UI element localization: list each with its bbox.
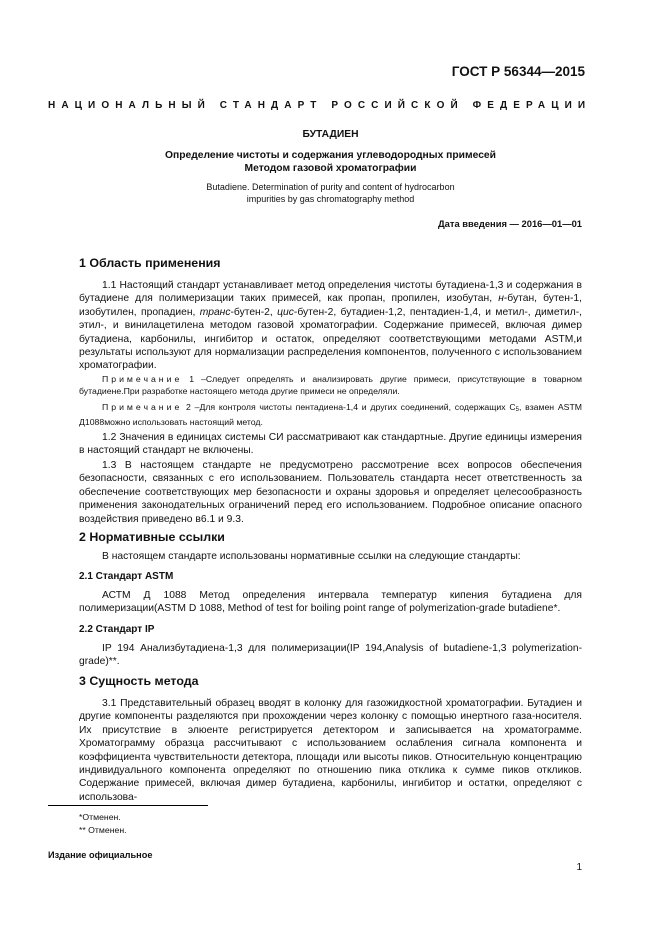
subsection-2-1-heading: 2.1 Стандарт ASTM [79, 571, 174, 582]
footnote-1: *Отменен. [79, 812, 121, 822]
national-standard-banner: НАЦИОНАЛЬНЫЙ СТАНДАРТ РОССИЙСКОЙ ФЕДЕРАЦИИ [48, 100, 592, 111]
note-label: Примечание [102, 374, 183, 384]
subsection-2-1-text: АСТМ Д 1088 Метод определения интервала температур кипения бутадиена для полимеризации(ASTM D 1088, Method of test for boiling point range of polymerization-grade butadiene*. [79, 590, 582, 615]
note-1: Примечание 1 –Следует определять и анализировать другие примеси, присутствующие в товарном бутадиене.При разработке настоящего метода другие примеси не определяли. [79, 374, 582, 396]
section-2-intro: В настоящем стандарте использованы нормативные ссылки на следующие стандарты: [102, 551, 521, 562]
official-edition-label: Издание официальное [48, 850, 153, 860]
footnote-2: ** Отменен. [79, 825, 127, 835]
section-1-paragraph-1: 1.1 Настоящий стандарт устанавливает метод определения чистоты бутадиена-1,3 и содержания в бутадиене для полимеризации таких примесей, как пропан, пропилен, изобутан, н-бутан, бутен-1, изобутилен, пропадиен, транс-бутен-2, цис-бутен-2, бутадиен-1,2, пентадиен-1,4, и метил-, диметил-, этил-, и винилацетилена методом газовой хроматографии. Содержание примесей, включая димер бутадиена, карбонилы, ингибитор и остаток, определяют соответствующими методами ASTM,и результаты используют для нормализации распределения компонентов, полученного с использованием хроматографии. [79, 280, 582, 372]
english-title-2: impurities by gas chromatography method [246, 194, 415, 204]
document-subtitle-2: Методом газовой хроматографии [244, 163, 417, 174]
subsection-2-2-heading: 2.2 Стандарт IP [79, 624, 155, 635]
effective-date: Дата введения — 2016—01—01 [437, 218, 582, 229]
page-number: 1 [576, 862, 582, 873]
document-subtitle-1: Определение чистоты и содержания углеводородных примесей [165, 150, 496, 161]
subsection-2-2-text: IP 194 Анализбутадиена-1,3 для полимеризации(IP 194,Analysis of butadiene-1,3 polymerization-grade)**. [79, 643, 582, 668]
document-title: БУТАДИЕН [302, 129, 359, 140]
section-1-paragraph-3: 1.3 В настоящем стандарте не предусмотрено рассмотрение всех вопросов обеспечения безопасности, связанных с его использованием. Пользователь стандарта несет ответственность за обеспечение соответствующих мер безопасности и охраны здоровья и определяет целесообразность применения законодательных ограничений перед его использованием. Подробное описание опасного воздействия приведено в6.1 и 9.3. [79, 460, 582, 525]
section-3-heading: 3 Сущность метода [79, 674, 199, 688]
note-2: Примечание 2 –Для контроля чистоты пентадиена-1,4 и других соединений, содержащих $С_5$, взамен ASTM Д1088можно использовать настоящий метод. [79, 402, 582, 427]
footnote-divider [48, 805, 208, 806]
section-1-paragraph-2: 1.2 Значения в единицах системы СИ рассматривают как стандартные. Другие единицы измерения в настоящий стандарт не включены. [79, 432, 582, 457]
section-2-heading: 2 Нормативные ссылки [79, 530, 225, 544]
english-title-1: Butadiene. Determination of purity and content of hydrocarbon [206, 182, 455, 192]
section-1-heading: 1 Область применения [79, 256, 221, 270]
note-label: Примечание [102, 402, 183, 412]
section-3-paragraph-1: 3.1 Представительный образец вводят в колонку для газожидкостной хроматографии. Бутадиен и другие компоненты разделяются при прохождении через колонку с помощью инертного газа-носителя. Их присутствие в элюенте регистрируется детектором и записывается на хроматограмме. Хроматограмму образца рассчитывают с использованием ослабления сигнала компонента и коэффициента чувствительности детектора, площади или высоты пиков. Относительную концентрацию индивидуального компонента определяют по отношению пика отклика к сумме пиков откликов. Содержание примесей, включая димер бутадиена, карбонилы, ингибитор и остатки, определяют с использова- [79, 698, 582, 803]
standard-number: ГОСТ Р 56344—2015 [451, 64, 585, 79]
